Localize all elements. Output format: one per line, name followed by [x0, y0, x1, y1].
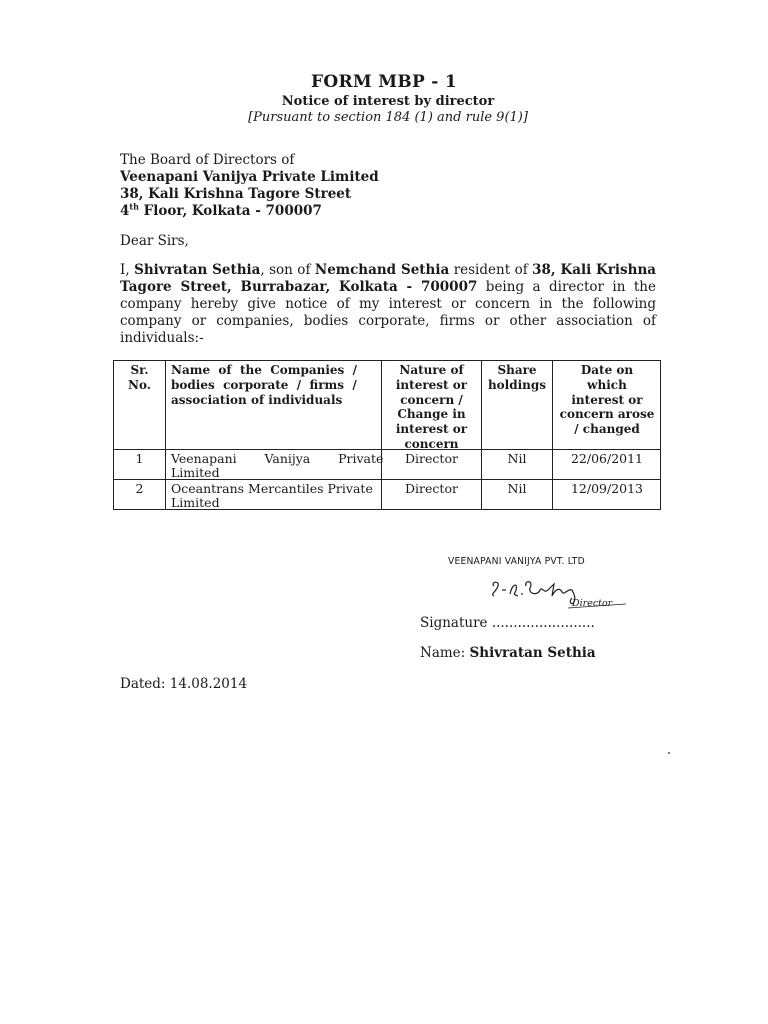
company-stamp: VEENAPANI VANIJYA PVT. LTD [448, 556, 585, 567]
row1-name: Veenapani Vanijya Private Limited [171, 451, 384, 480]
addressee-street: 38, Kali Krishna Tagore Street [120, 186, 352, 202]
form-title: FORM MBP - 1 [310, 72, 458, 92]
row1-sr: 1 [135, 451, 144, 466]
scan-speck [668, 752, 670, 754]
notice-paragraph: I, Shivratan Sethia, son of Nemchand Sethia resident of 38, Kali Krishna Tagore Street, Burrabazar, Kolkata - 700007 being a director in the company hereby give notice of my interest or concern in the following company or companies, bodies corporate, firms or other association of individuals:- [120, 262, 657, 346]
signature-line: Signature ........................ [420, 615, 595, 631]
row2-sr: 2 [135, 481, 144, 496]
row1-nature: Director [405, 451, 458, 466]
row2-nature: Director [405, 481, 458, 496]
form-subtitle: Notice of interest by director [281, 94, 495, 109]
director-name: Shivratan Sethia [134, 262, 261, 278]
row2-share: Nil [507, 481, 527, 496]
pursuant-note: [Pursuant to section 184 (1) and rule 9(1)] [248, 110, 528, 125]
header-date: Date on which interest or concern arose / changed [559, 363, 655, 437]
signatory-name: Name: Shivratan Sethia [420, 645, 596, 661]
stamp-role: Director [572, 598, 613, 609]
father-name: Nemchand Sethia [314, 262, 450, 278]
row1-date: 22/06/2011 [570, 451, 644, 466]
addressee-line-1: The Board of Directors of [120, 152, 295, 168]
header-nature: Nature of interest or concern / Change in interest or concern [395, 363, 468, 451]
greeting: Dear Sirs, [120, 233, 189, 249]
addressee-floor: 4th Floor, Kolkata - 700007 [120, 201, 322, 219]
addressee-company: Veenapani Vanijya Private Limited [120, 169, 379, 185]
row2-date: 12/09/2013 [570, 481, 644, 496]
date-line: Dated: 14.08.2014 [120, 676, 248, 692]
interest-table [113, 360, 661, 510]
header-share: Share holdings [487, 363, 547, 392]
row2-name: Oceantrans Mercantiles Private Limited [171, 481, 373, 510]
director-address: 38, Kali Krishna Tagore Street, Burrabazar, Kolkata - 700007 [120, 262, 657, 295]
row1-share: Nil [507, 451, 527, 466]
header-sr: Sr. No. [128, 363, 151, 392]
header-name: Name of the Companies / bodies corporate / firms / association of individuals [171, 363, 358, 407]
